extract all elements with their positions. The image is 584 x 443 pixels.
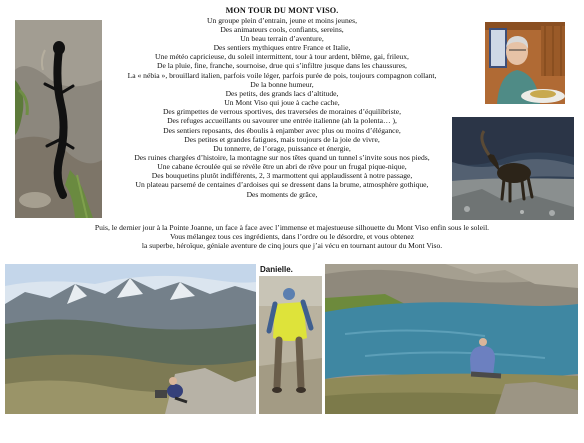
poem-line: La « nébia », brouillard italien, parfois voile léger, parfois purée de pois, toujours compagnon collant, [127, 70, 437, 80]
poem-closing [40, 223, 544, 251]
poem-line: Un groupe plein d’entrain, jeune et moins jeunes, [207, 15, 357, 25]
poem [96, 6, 468, 199]
salamander-photo [15, 20, 102, 218]
alpine-lake-photo [325, 264, 578, 414]
poem-line: Des grimpettes de verrous sportives, des traversées de moraines d’équilibriste, [162, 107, 402, 117]
poem-line: Des sentiers mythiques entre France et Italie, [213, 43, 351, 53]
poem-line: Des petites et grandes fatigues, mais toujours de la joie de vivre, [184, 134, 380, 144]
poem-title: MON TOUR DU MONT VISO. [225, 6, 339, 15]
poem-line: Des refuges accueillants ou savourer une entrée italienne (ah la polenta… ), [167, 116, 397, 126]
poem-line: Des ruines chargées d’histoire, la montagne sur nos têtes quand un tunnel s’invite sous nos pieds, [134, 153, 430, 162]
hiker-back-photo [259, 276, 322, 414]
poem-line: Des moments de grâce, [246, 189, 318, 199]
poem-line: Du tonnerre, de l’orage, puissance et énergie, [213, 143, 351, 153]
portrait-photo [485, 22, 565, 104]
poem-line: Un plateau parsemé de centaines d’ardoises qui se dressent dans la brume, atmosphère gothique, [135, 180, 429, 190]
ibex-photo [452, 117, 574, 220]
poem-line: Des bouquetins plutôt indifférents, 2, 3 marmottent qui applaudissent à notre passage, [151, 171, 413, 181]
closing-line: la superbe, héroïque, géniale aventure de cinq jours que j’ai vécu en tournant autour du Mont Viso. [141, 241, 443, 251]
poem-line: Un Mont Viso qui joue à cache cache, [224, 98, 340, 108]
poem-line: Des petits, des grands lacs d’altitude, [225, 88, 339, 98]
poem-line: Des animateurs cools, confiants, sereins, [220, 24, 344, 34]
poem-line: Un beau terrain d’aventure, [240, 33, 324, 43]
closing-line: Vous mélangez tous ces ingrédients, dans l’ordre ou le désordre, et vous obtenez [169, 232, 415, 242]
poem-line: De la bonne humeur, [250, 79, 314, 89]
mountain-panorama-photo [5, 264, 256, 414]
photo-caption: Danielle. [260, 265, 293, 274]
closing-line: Puis, le dernier jour à la Pointe Joanne, un face à face avec l’immense et majestueuse silhouette du Mont Viso enfin sous le soleil. [94, 223, 490, 232]
poem-line: De la pluie, fine, franche, sournoise, drue qui s’infiltre jusque dans les chaussures, [157, 61, 407, 71]
poem-line: Une météo capricieuse, du soleil intermittent, tour à tour ardent, blême, gai, frileux, [155, 52, 409, 62]
poem-line: Une cabane écroulée qui se révèle être un abri de rêve pour un frugal pique-nique, [157, 162, 407, 172]
poem-line: Des sentiers reposants, des éboulis à enjamber avec plus ou moins d’élégance, [163, 125, 401, 135]
